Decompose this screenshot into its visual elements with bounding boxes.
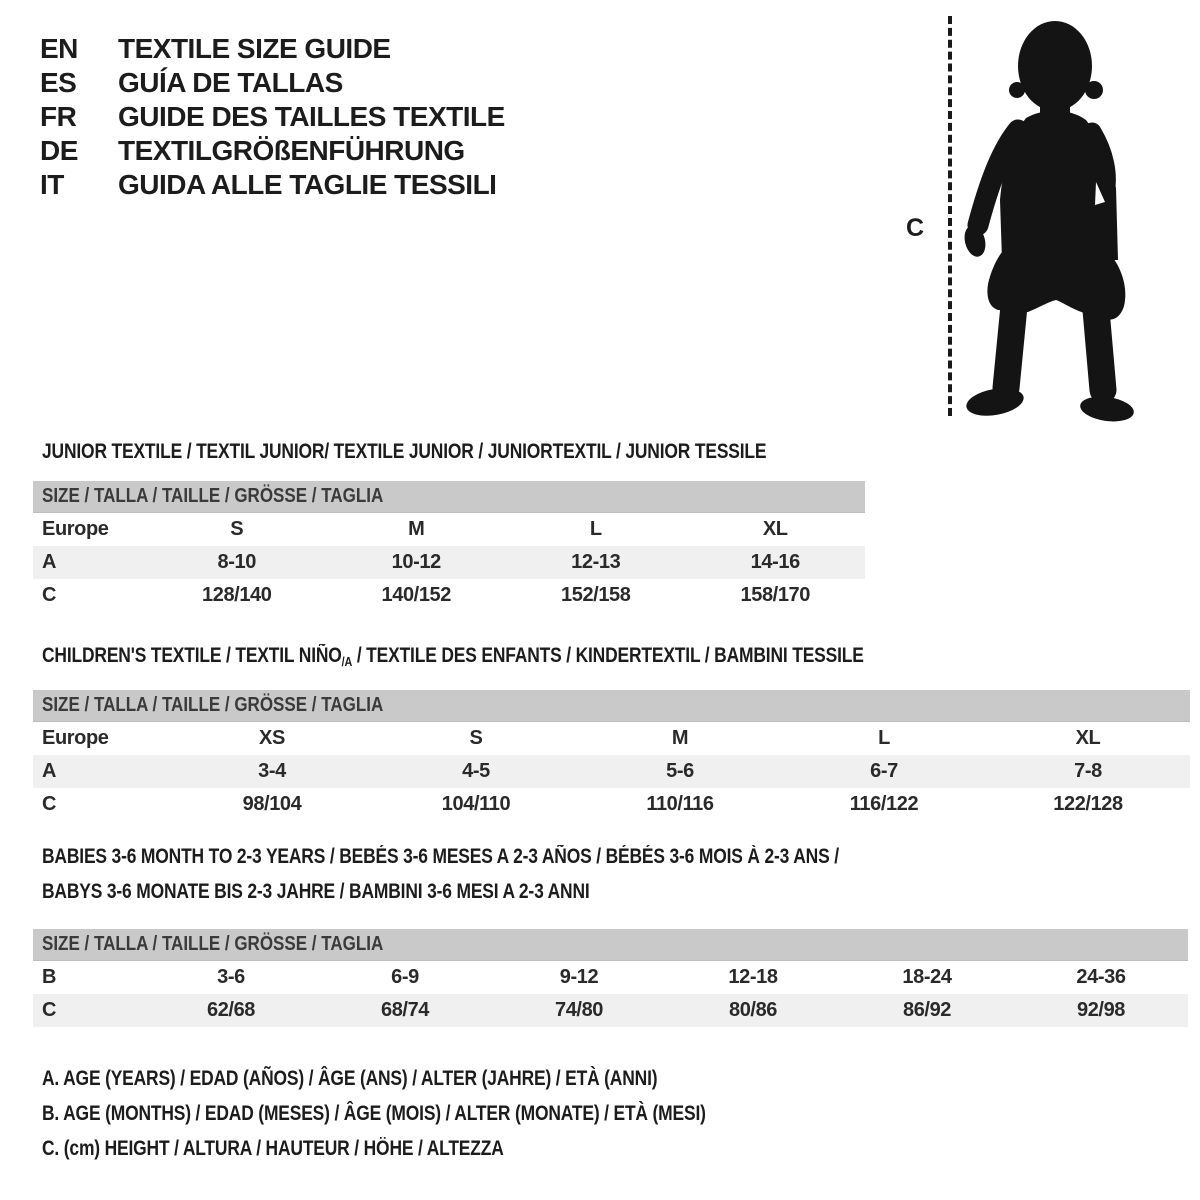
row-label: Europe bbox=[33, 722, 170, 756]
row-label: C bbox=[33, 579, 147, 612]
cell: XS bbox=[170, 722, 374, 756]
lang-label-de: TEXTILGRÖßENFÜHRUNG bbox=[118, 135, 465, 166]
cell: 3-6 bbox=[144, 961, 318, 995]
cell: 128/140 bbox=[147, 579, 327, 612]
lang-code-fr: FR bbox=[40, 101, 77, 132]
table-row bbox=[33, 788, 1190, 821]
legend-line-height-cm: C. (cm) HEIGHT / ALTURA / HAUTEUR / HÖHE / ALTEZZA bbox=[42, 1137, 504, 1160]
legend-line-age-years: A. AGE (YEARS) / EDAD (AÑOS) / ÂGE (ANS) / ALTER (JAHRE) / ETÀ (ANNI) bbox=[42, 1067, 658, 1090]
lang-label-es: GUÍA DE TALLAS bbox=[118, 67, 343, 98]
legend-line-age-months: B. AGE (MONTHS) / EDAD (MESES) / ÂGE (MOIS) / ALTER (MONATE) / ETÀ (MESI) bbox=[42, 1102, 706, 1125]
lang-label-it: GUIDA ALLE TAGLIE TESSILI bbox=[118, 169, 497, 200]
cell: 7-8 bbox=[986, 755, 1190, 788]
cell: 9-12 bbox=[492, 961, 666, 995]
cell: 3-4 bbox=[170, 755, 374, 788]
babies-section-title-line1: BABIES 3-6 MONTH TO 2-3 YEARS / BEBÉS 3-6 MESES A 2-3 AÑOS / BÉBÉS 3-6 MOIS À 2-3 ANS / bbox=[42, 845, 839, 868]
lang-code-de: DE bbox=[40, 135, 78, 166]
table-header-row bbox=[33, 690, 1190, 722]
junior-size-table bbox=[33, 481, 865, 612]
row-label: B bbox=[33, 961, 144, 995]
row-label: A bbox=[33, 755, 170, 788]
children-title-sub: /A bbox=[341, 654, 353, 669]
cell: 140/152 bbox=[327, 579, 507, 612]
cell: 14-16 bbox=[686, 546, 866, 579]
cell: 18-24 bbox=[840, 961, 1014, 995]
height-measure-label: C bbox=[906, 214, 925, 242]
table-header-row bbox=[33, 929, 1188, 961]
table-row bbox=[33, 994, 1188, 1027]
table-row bbox=[33, 755, 1190, 788]
cell: 68/74 bbox=[318, 994, 492, 1027]
cell: XL bbox=[686, 513, 866, 547]
cell: S bbox=[147, 513, 327, 547]
babies-section-title-line2: BABYS 3-6 MONATE BIS 2-3 JAHRE / BAMBINI 3-6 MESI A 2-3 ANNI bbox=[42, 880, 590, 903]
row-label: C bbox=[33, 994, 144, 1027]
size-header-label: SIZE / TALLA / TAILLE / GRÖSSE / TAGLIA bbox=[42, 485, 384, 507]
row-label: A bbox=[33, 546, 147, 579]
toddler-silhouette-icon bbox=[948, 10, 1148, 425]
lang-code-es: ES bbox=[40, 67, 77, 98]
cell: 152/158 bbox=[506, 579, 686, 612]
table-row bbox=[33, 513, 865, 547]
cell: XL bbox=[986, 722, 1190, 756]
row-label: Europe bbox=[33, 513, 147, 547]
cell: 98/104 bbox=[170, 788, 374, 821]
cell: 24-36 bbox=[1014, 961, 1188, 995]
cell: 8-10 bbox=[147, 546, 327, 579]
lang-label-en: TEXTILE SIZE GUIDE bbox=[118, 33, 391, 64]
cell: 12-18 bbox=[666, 961, 840, 995]
lang-code-it: IT bbox=[40, 169, 64, 200]
cell: 12-13 bbox=[506, 546, 686, 579]
lang-code-en: EN bbox=[40, 33, 78, 64]
table-header-row bbox=[33, 481, 865, 513]
children-size-table bbox=[33, 690, 1190, 821]
children-title-post: / TEXTILE DES ENFANTS / KINDERTEXTIL / BAMBINI TESSILE bbox=[352, 644, 864, 667]
size-header-label: SIZE / TALLA / TAILLE / GRÖSSE / TAGLIA bbox=[42, 694, 384, 716]
table-row bbox=[33, 579, 865, 612]
children-title-pre: CHILDREN'S TEXTILE / TEXTIL NIÑO bbox=[42, 644, 342, 667]
cell: 104/110 bbox=[374, 788, 578, 821]
table-row bbox=[33, 722, 1190, 756]
cell: 5-6 bbox=[578, 755, 782, 788]
size-header-label: SIZE / TALLA / TAILLE / GRÖSSE / TAGLIA bbox=[42, 933, 384, 955]
cell: 10-12 bbox=[327, 546, 507, 579]
cell: L bbox=[506, 513, 686, 547]
junior-section-title: JUNIOR TEXTILE / TEXTIL JUNIOR/ TEXTILE JUNIOR / JUNIORTEXTIL / JUNIOR TESSILE bbox=[42, 440, 767, 463]
cell: 6-7 bbox=[782, 755, 986, 788]
lang-label-fr: GUIDE DES TAILLES TEXTILE bbox=[118, 101, 505, 132]
cell: M bbox=[578, 722, 782, 756]
cell: S bbox=[374, 722, 578, 756]
cell: M bbox=[327, 513, 507, 547]
cell: 116/122 bbox=[782, 788, 986, 821]
cell: 62/68 bbox=[144, 994, 318, 1027]
cell: 110/116 bbox=[578, 788, 782, 821]
cell: 158/170 bbox=[686, 579, 866, 612]
table-row bbox=[33, 546, 865, 579]
cell: L bbox=[782, 722, 986, 756]
cell: 80/86 bbox=[666, 994, 840, 1027]
children-section-title bbox=[42, 645, 864, 673]
cell: 92/98 bbox=[1014, 994, 1188, 1027]
row-label: C bbox=[33, 788, 170, 821]
cell: 4-5 bbox=[374, 755, 578, 788]
cell: 86/92 bbox=[840, 994, 1014, 1027]
cell: 6-9 bbox=[318, 961, 492, 995]
cell: 122/128 bbox=[986, 788, 1190, 821]
babies-size-table bbox=[33, 929, 1188, 1027]
cell: 74/80 bbox=[492, 994, 666, 1027]
table-row bbox=[33, 961, 1188, 995]
